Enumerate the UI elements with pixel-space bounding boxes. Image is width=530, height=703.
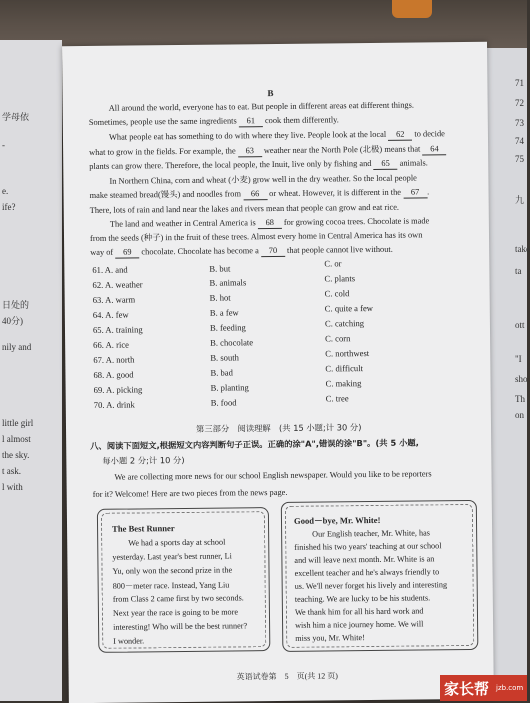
option-a: 61. A. and [92, 264, 128, 275]
passage-line: All around the world, everyone has to eat. But people in different areas eat different things. [108, 100, 414, 113]
box1-line: yesterday. Last year's best runner, Li [112, 551, 232, 562]
blank-68: 68 [258, 218, 282, 229]
box1-line: I wonder. [113, 636, 145, 646]
option-b: B. south [210, 352, 239, 363]
right-fragment: sho [515, 374, 528, 384]
passage-line: What people eat has something to do with where they live. People look at the local 62 to decide [108, 129, 445, 142]
right-fragment: ta [515, 266, 522, 276]
left-sheet [0, 40, 62, 701]
option-c: C. tree [325, 393, 349, 404]
option-c: C. corn [325, 333, 351, 344]
box2-line: and will leave next month. Mr. White is an [294, 554, 435, 565]
option-b: B. animals [209, 277, 247, 288]
left-fragment: ife? [2, 202, 16, 212]
right-fragment: ott [515, 320, 525, 330]
option-c: C. difficult [325, 363, 364, 374]
box2-line: excellent teacher and he's always friendly to [294, 567, 440, 578]
passage-line: way of 69 chocolate. Chocolate has become a 70 that people cannot live without. [90, 244, 393, 257]
option-a: 66. A. rice [93, 339, 130, 350]
blank-65: 65 [373, 159, 397, 170]
option-b: B. bad [210, 367, 233, 378]
box2-line: Our English teacher, Mr. White, has [312, 528, 430, 539]
option-c: C. cold [324, 288, 350, 299]
left-fragment: t ask. [2, 466, 21, 476]
logo-url: jzb.com [496, 684, 524, 692]
option-b: B. hot [209, 292, 231, 303]
option-c: C. making [325, 378, 362, 389]
left-fragment: - [2, 140, 5, 150]
blank-61: 61 [239, 116, 263, 127]
option-b: B. food [210, 397, 237, 408]
news-box-goodbye [281, 500, 479, 652]
box2-title: Good－bye, Mr. White! [293, 514, 381, 526]
blank-69: 69 [115, 247, 139, 258]
passage-line: what to grow in the fields. For example, the 63 weather near the North Pole (北极) means that 64 [89, 144, 446, 159]
option-b: B. but [209, 263, 231, 274]
option-b: B. feeding [209, 322, 246, 333]
right-fragment: 71 [515, 78, 524, 88]
left-fragment: the sky. [2, 450, 30, 460]
blank-70: 70 [261, 246, 285, 257]
option-a: 69. A. picking [93, 384, 143, 395]
option-a: 67. A. north [93, 354, 135, 365]
orange-object [392, 0, 432, 18]
intro-line: for it? Welcome! Here are two pieces from the news page. [92, 487, 288, 499]
section8-instruction-2: 每小题 2 分;计 10 分) [102, 454, 185, 466]
left-fragment: 学母依 [2, 112, 30, 122]
right-fragment: 72 [515, 98, 524, 108]
right-sheet [487, 48, 530, 701]
passage-line: There, lots of rain and land near the lakes and rivers mean that people can grow and eat rice. [89, 202, 400, 215]
option-c: C. or [324, 258, 342, 269]
left-fragment: l almost [2, 434, 31, 444]
box2-line: We thank him for all his hard work and [294, 606, 424, 617]
option-b: B. chocolate [210, 337, 254, 348]
option-b: B. a few [209, 307, 239, 318]
passage-line: The land and weather in Central America is 68 for growing cocoa trees. Chocolate is made [109, 216, 430, 229]
option-c: C. quite a few [324, 302, 374, 314]
left-fragment: nily and [2, 342, 32, 352]
passage-line: plants can grow there. Therefore, the local people, the Inuit, live only by fishing and 65 animals. [89, 158, 428, 171]
exam-page [62, 42, 494, 703]
blank-67: 67 [403, 187, 427, 198]
box1-line: interesting! Who will be the best runner? [113, 621, 248, 632]
option-c: C. plants [324, 273, 356, 284]
box2-line: miss you, Mr. White! [295, 633, 365, 643]
box1-line: Yu, only won the second prize in the [112, 565, 233, 576]
option-a: 62. A. weather [92, 279, 143, 290]
passage-line: Sometimes, people use the same ingredients 61 cook them differently. [88, 115, 339, 127]
box1-line: We had a sports day at school [128, 537, 226, 548]
section8-instruction: 八、阅读下面短文,根据短文内容判断句子正误。正确的涂"A",错误的涂"B"。(共 5 小题, [90, 437, 419, 451]
option-b: B. planting [210, 382, 249, 393]
box1-line: from Class 2 came first by two seconds. [112, 593, 244, 604]
option-a: 65. A. training [92, 324, 143, 335]
box2-line: us. We'll never forget his lively and interesting [294, 580, 448, 591]
page-footer: 英语试卷第 5 页(共 12 页) [236, 671, 338, 682]
option-a: 70. A. drink [93, 399, 135, 410]
passage-line: make steamed bread(馒头) and noodles from 66 or wheat. However, it is different in the 67 . [89, 187, 430, 200]
section-heading: B [267, 88, 274, 99]
option-a: 68. A. good [93, 369, 134, 380]
right-fragment: 73 [515, 118, 524, 128]
left-fragment: e. [2, 186, 9, 196]
blank-63: 63 [238, 146, 262, 157]
box2-line: teaching. We are lucky to be his students. [294, 593, 431, 604]
right-fragment: "I [515, 354, 522, 364]
box1-title: The Best Runner [112, 523, 175, 534]
blank-66: 66 [243, 189, 267, 200]
option-c: C. catching [324, 318, 365, 329]
intro-line: We are collecting more news for our school English newspaper. Would you like to be reporters [114, 469, 432, 482]
passage-line: In Northern China, corn and wheat (小麦) grow well in the dry weather. So the local people [109, 173, 417, 186]
right-fragment: 九 [515, 195, 525, 205]
jzb-logo [440, 675, 527, 701]
right-fragment: 75 [515, 154, 524, 164]
left-fragment: little girl [2, 418, 34, 428]
box1-line: 800－meter race. Instead, Yang Liu [112, 580, 230, 591]
blank-64: 64 [422, 144, 446, 155]
logo-text: 家长帮 [444, 680, 490, 698]
option-a: 64. A. few [92, 309, 129, 320]
box1-line: Next year the race is going to be more [112, 607, 239, 618]
left-fragment: l with [2, 482, 23, 492]
right-fragment: Th [515, 394, 525, 404]
blank-62: 62 [388, 130, 412, 141]
option-a: 63. A. warm [92, 294, 136, 305]
part3-title: 第三部分 阅读理解 (共 15 小题;计 30 分) [195, 422, 362, 434]
box2-line: finished his two years' teaching at our school [294, 541, 442, 552]
right-fragment: 74 [515, 136, 524, 146]
news-box-best-runner [97, 507, 270, 653]
right-fragment: on [515, 410, 524, 420]
option-c: C. northwest [325, 348, 370, 359]
left-fragment: 40分) [2, 316, 23, 326]
left-fragment: 日处的 [2, 300, 30, 310]
box2-line: wish him a nice journey home. We will [295, 619, 424, 630]
right-fragment: take [515, 244, 530, 254]
passage-line: from the seeds (种子) in the fruit of these trees. Almost every home in Central America has its own [89, 230, 423, 243]
